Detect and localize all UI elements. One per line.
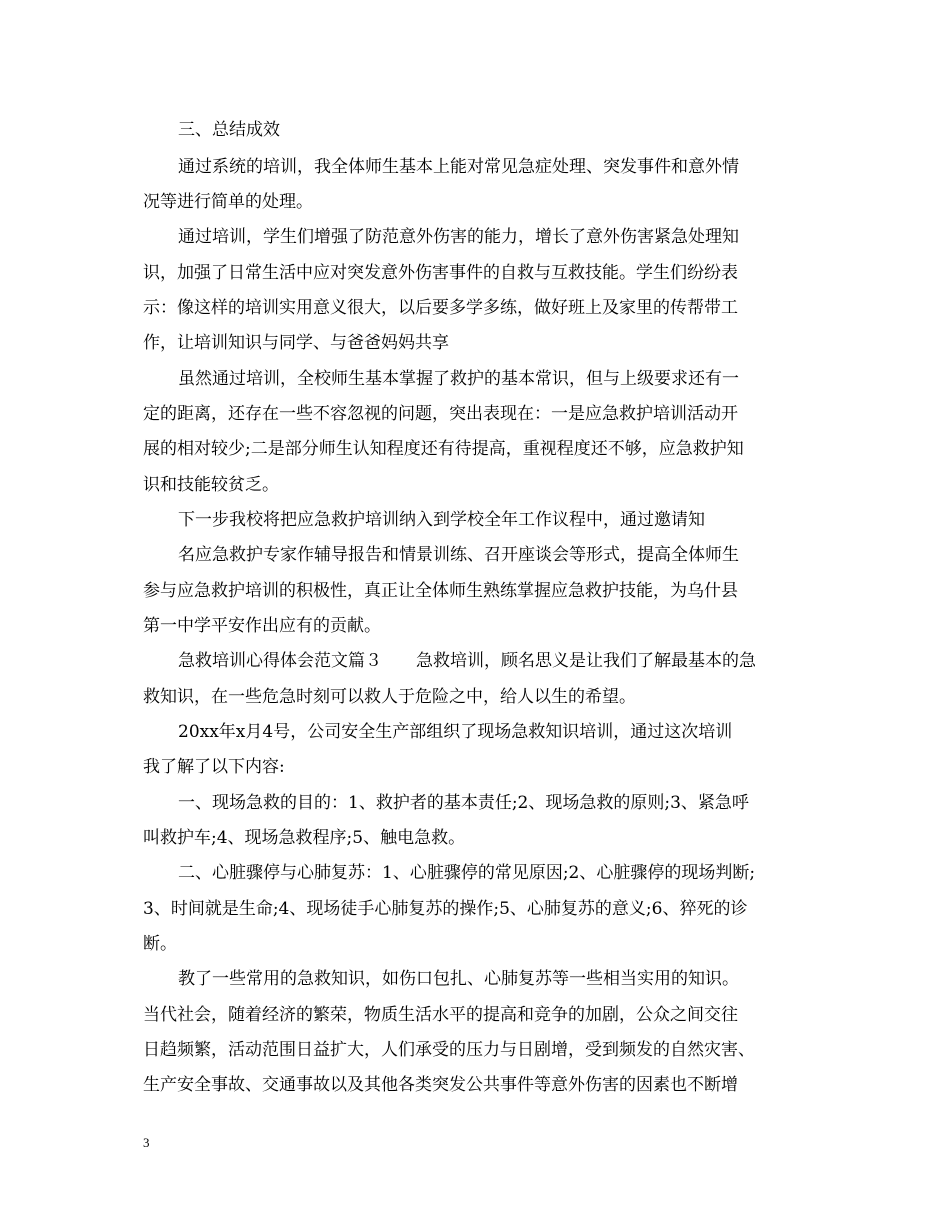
text-line: 教了一些常用的急救知识，如伤口包扎、心肺复苏等一些相当实用的知识。 — [178, 969, 739, 989]
text-line: 第一中学平安作出应有的贡献。 — [143, 616, 381, 636]
text-line: 况等进行简单的处理。 — [143, 192, 313, 212]
text-line: 日趋频繁，活动范围日益扩大，人们承受的压力与日剧增，受到频发的自然灾害、 — [143, 1040, 755, 1060]
text-line: 我了解了以下内容: — [143, 757, 285, 777]
section-heading: 三、总结成效 — [178, 120, 280, 140]
text-line: 当代社会，随着经济的繁荣，物质生活水平的提高和竞争的加剧，公众之间交往 — [143, 1005, 738, 1025]
text-line: 生产安全事故、交通事故以及其他各类突发公共事件等意外伤害的因素也不断增 — [143, 1075, 738, 1095]
text-line: 定的距离，还存在一些不容忽视的问题，突出表现在：一是应急救护培训活动开 — [143, 404, 738, 424]
text-line: 断。 — [143, 934, 177, 954]
text-line: 急救培训心得体会范文篇３ 急救培训，顾名思义是让我们了解最基本的急 — [178, 651, 756, 671]
text-line: 叫救护车;4、现场急救程序;5、触电急救。 — [143, 828, 466, 848]
page-number: 3 — [143, 1135, 150, 1150]
text-line: 名应急救护专家作辅导报告和情景训练、召开座谈会等形式，提高全体师生 — [178, 545, 739, 565]
text-line: 下一步我校将把应急救护培训纳入到学校全年工作议程中，通过邀请知 — [178, 510, 705, 530]
text-line: 示：像这样的培训实用意义很大，以后要多学多练，做好班上及家里的传帮带工 — [143, 298, 738, 318]
text-line: 虽然通过培训，全校师生基本掌握了救护的基本常识，但与上级要求还有一 — [178, 369, 739, 389]
text-line: 作，让培训知识与同学、与爸爸妈妈共享 — [143, 333, 449, 353]
text-line: 通过培训，学生们增强了防范意外伤害的能力，增长了意外伤害紧急处理知 — [178, 227, 739, 247]
text-line: 3、时间就是生命;4、现场徒手心肺复苏的操作;5、心肺复苏的意义;6、猝死的诊 — [143, 899, 748, 919]
text-line: 识，加强了日常生活中应对突发意外伤害事件的自救与互救技能。学生们纷纷表 — [143, 263, 738, 283]
text-line: 救知识，在一些危急时刻可以救人于危险之中，给人以生的希望。 — [143, 687, 636, 707]
text-line: 展的相对较少;二是部分师生认知程度还有待提高，重视程度还不够，应急救护知 — [143, 439, 744, 459]
text-line: 参与应急救护培训的积极性，真正让全体师生熟练掌握应急救护技能，为乌什县 — [143, 581, 738, 601]
text-line: 通过系统的培训，我全体师生基本上能对常见急症处理、突发事件和意外情 — [178, 157, 739, 177]
text-line: 20xx年x月4号，公司安全生产部组织了现场急救知识培训，通过这次培训 — [178, 722, 733, 742]
text-line: 一、现场急救的目的：1、救护者的基本责任;2、现场急救的原则;3、紧急呼 — [178, 793, 749, 813]
text-line: 二、心脏骤停与心肺复苏：1、心脏骤停的常见原因;2、心脏骤停的现场判断; — [178, 863, 756, 883]
text-line: 识和技能较贫乏。 — [143, 475, 279, 495]
